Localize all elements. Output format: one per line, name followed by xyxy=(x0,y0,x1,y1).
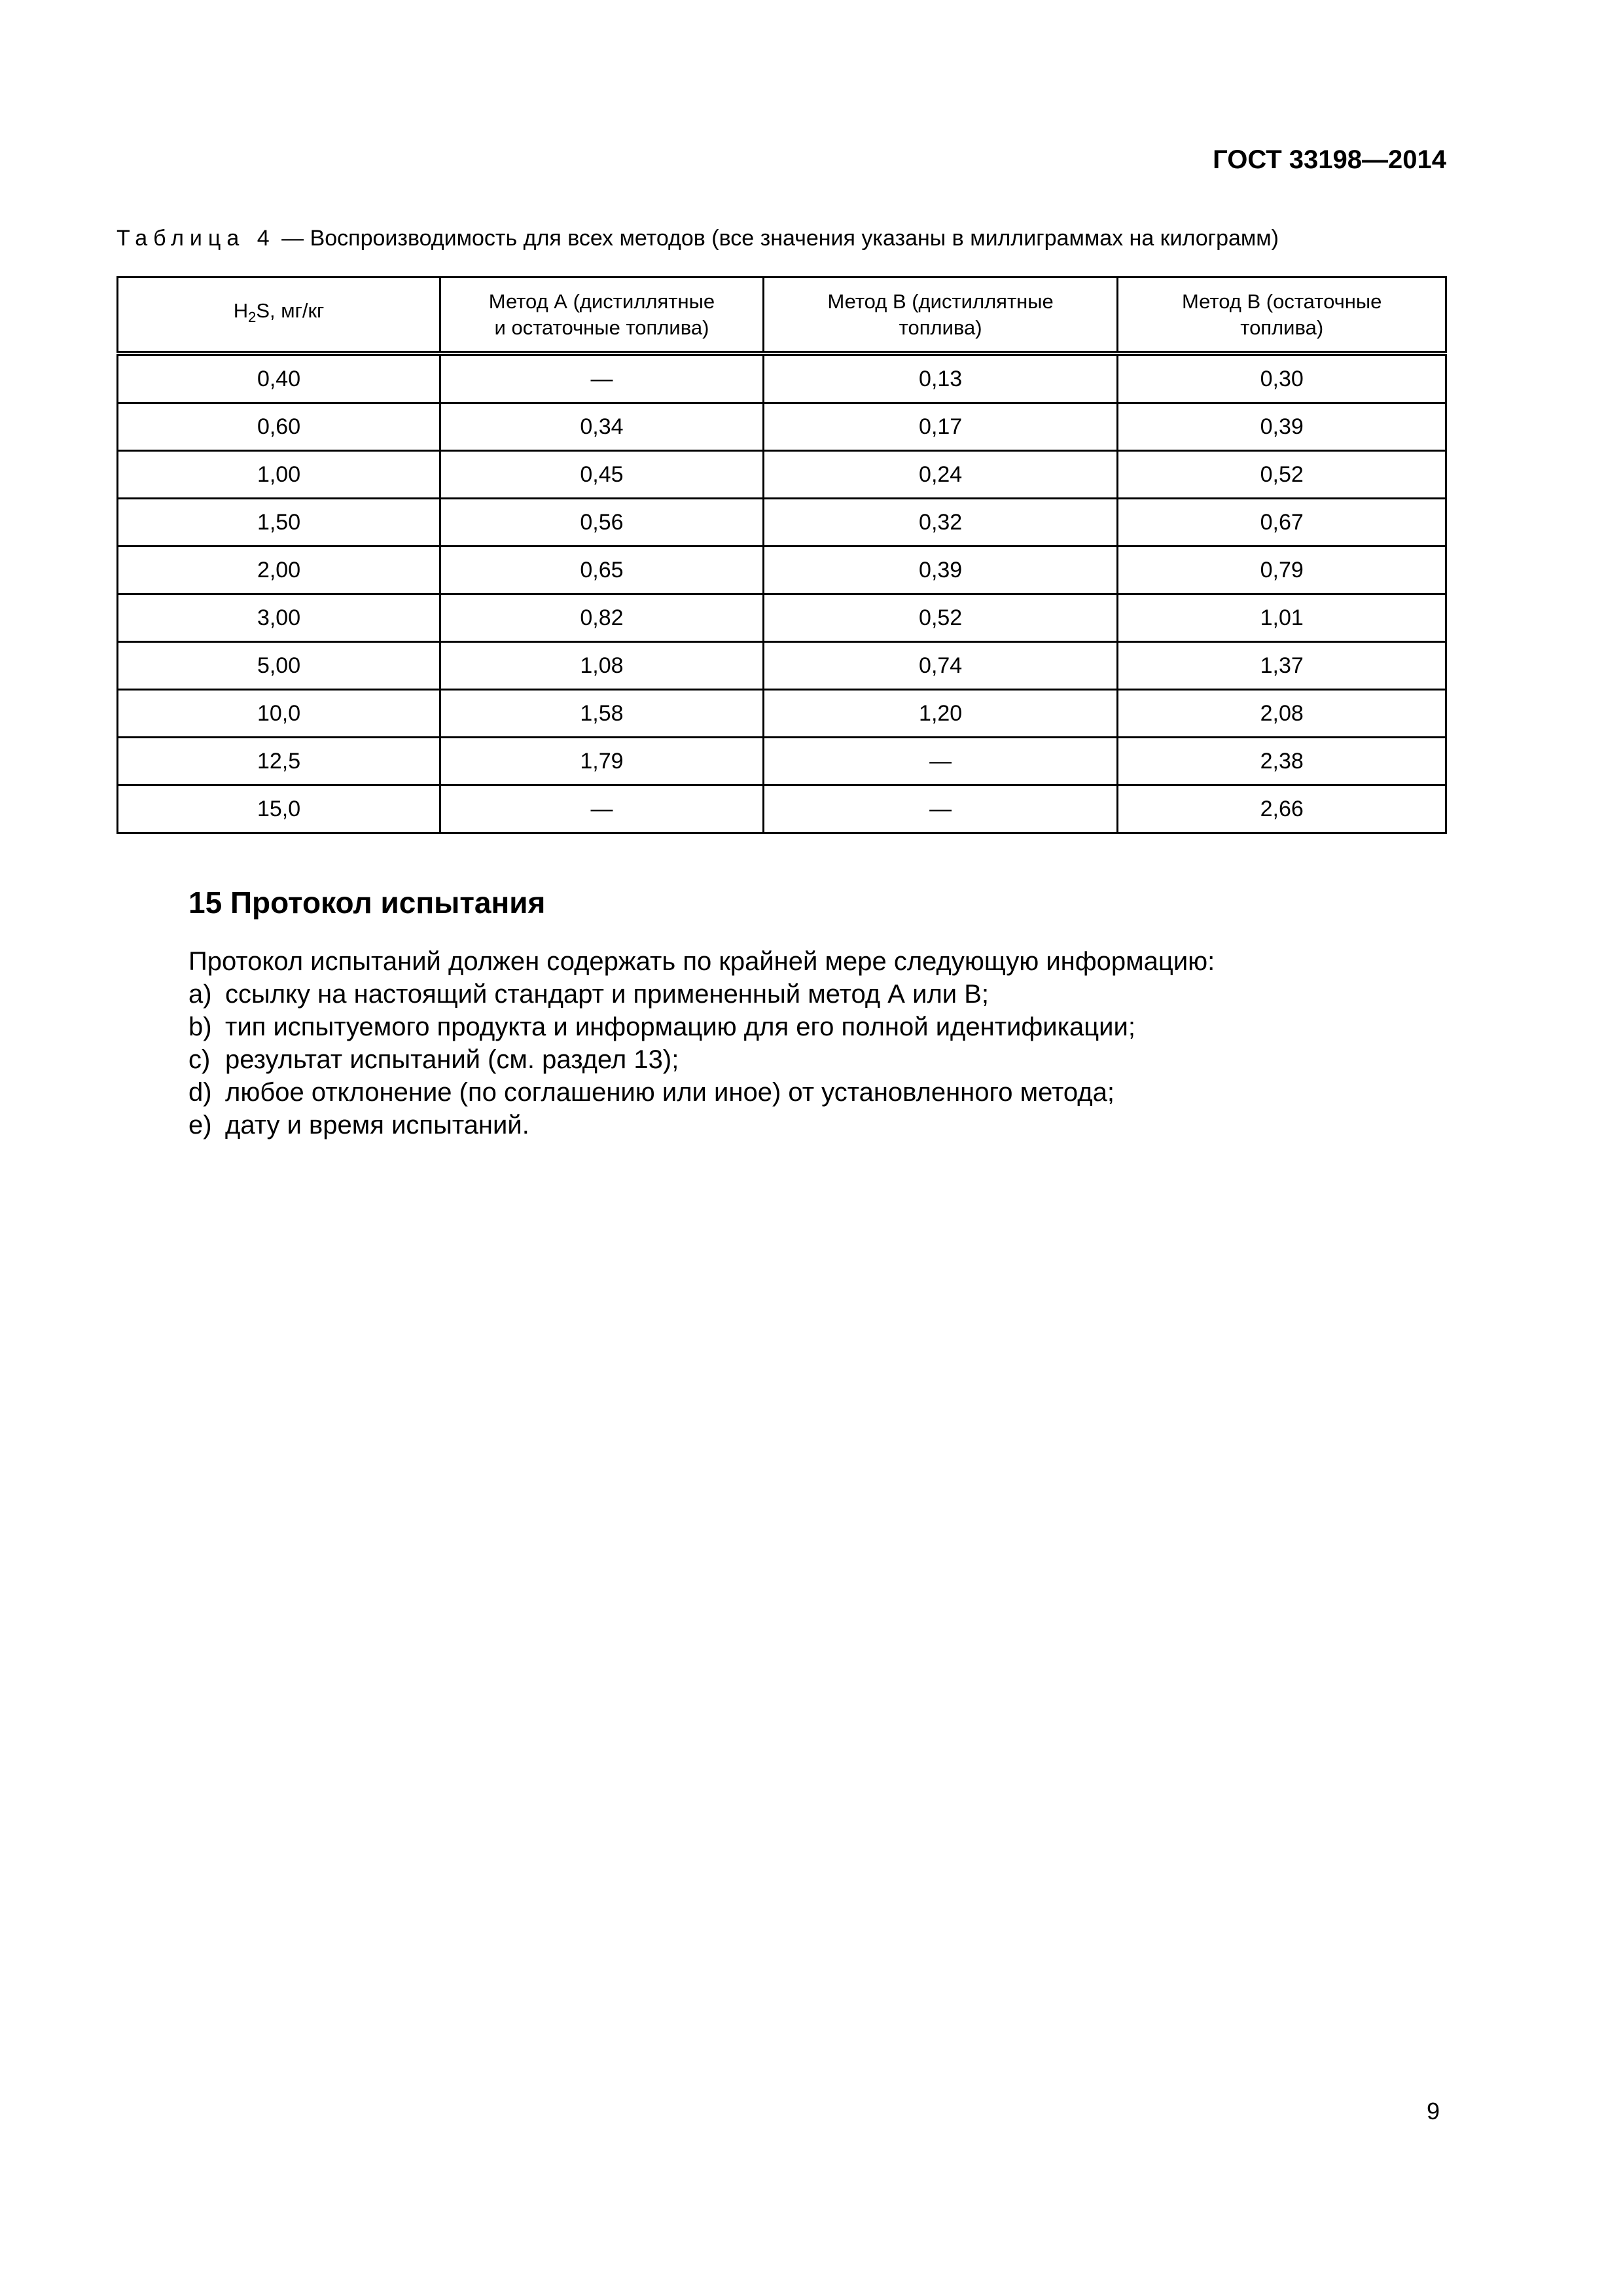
list-item xyxy=(188,978,1215,1011)
list-item-text: дату и время испытаний. xyxy=(225,1111,529,1139)
table-cell: 0,39 xyxy=(1118,403,1446,451)
table-cell: — xyxy=(440,353,764,403)
document-header: ГОСТ 33198—2014 xyxy=(1213,145,1446,174)
table-caption xyxy=(116,226,1279,251)
reproducibility-table xyxy=(116,276,1447,834)
table-cell: 2,38 xyxy=(1118,738,1446,785)
table-cell: 0,30 xyxy=(1118,353,1446,403)
table-cell: 0,40 xyxy=(118,353,440,403)
table-cell: 0,65 xyxy=(440,547,764,594)
table-cell: 2,66 xyxy=(1118,785,1446,833)
list-item-label: c) xyxy=(188,1045,211,1074)
table-cell: 0,34 xyxy=(440,403,764,451)
table-cell: 0,52 xyxy=(1118,451,1446,499)
list-item xyxy=(188,1043,1215,1076)
table-cell: 1,58 xyxy=(440,690,764,738)
table-header-row xyxy=(118,278,1446,354)
table-cell: 0,82 xyxy=(440,594,764,642)
section-intro: Протокол испытаний должен содержать по крайней мере следующую информацию: xyxy=(188,947,1215,976)
header-method-b-distillate: Метод В (дистиллятные топлива) xyxy=(763,278,1118,354)
header-method-a: Метод А (дистиллятные и остаточные топлива) xyxy=(440,278,764,354)
header-method-b-residual: Метод В (остаточные топлива) xyxy=(1118,278,1446,354)
table-cell: 0,17 xyxy=(763,403,1118,451)
table-cell: 0,45 xyxy=(440,451,764,499)
table-cell: 0,60 xyxy=(118,403,440,451)
list-item-text: результат испытаний (см. раздел 13); xyxy=(225,1045,679,1074)
list-item-label: b) xyxy=(188,1013,212,1041)
table-cell: 0,79 xyxy=(1118,547,1446,594)
list-item-label: a) xyxy=(188,980,212,1009)
table-cell: 1,01 xyxy=(1118,594,1446,642)
table-row xyxy=(118,547,1446,594)
table-cell: — xyxy=(763,785,1118,833)
section-title: 15 Протокол испытания xyxy=(188,886,546,920)
table-cell: 0,13 xyxy=(763,353,1118,403)
table-cell: 1,50 xyxy=(118,499,440,547)
table-row xyxy=(118,451,1446,499)
table-row xyxy=(118,499,1446,547)
requirements-list xyxy=(188,978,1215,1141)
table-caption-text: — Воспроизводимость для всех методов (все значения указаны в миллиграммах на килограмм) xyxy=(275,226,1279,251)
header-h2s: $H_2S$, мг/кг xyxy=(118,278,440,354)
table-row xyxy=(118,690,1446,738)
list-item xyxy=(188,1076,1215,1109)
table-row xyxy=(118,353,1446,403)
table-cell: 1,08 xyxy=(440,642,764,690)
table-cell: 5,00 xyxy=(118,642,440,690)
table-cell: 3,00 xyxy=(118,594,440,642)
table-cell: 1,79 xyxy=(440,738,764,785)
list-item-text: тип испытуемого продукта и информацию для его полной идентификации; xyxy=(225,1013,1135,1041)
table-cell: 1,20 xyxy=(763,690,1118,738)
table-cell: 0,56 xyxy=(440,499,764,547)
list-item-label: e) xyxy=(188,1111,212,1139)
table-row xyxy=(118,642,1446,690)
page-number: 9 xyxy=(1426,2098,1440,2125)
table-cell: 10,0 xyxy=(118,690,440,738)
table-cell: 0,67 xyxy=(1118,499,1446,547)
table-cell: 0,39 xyxy=(763,547,1118,594)
table-row xyxy=(118,594,1446,642)
table-cell: 12,5 xyxy=(118,738,440,785)
table-cell: 0,74 xyxy=(763,642,1118,690)
table-cell: 1,00 xyxy=(118,451,440,499)
table-cell: 2,00 xyxy=(118,547,440,594)
table-cell: 2,08 xyxy=(1118,690,1446,738)
table-cell: — xyxy=(763,738,1118,785)
list-item-text: любое отклонение (по соглашению или иное) от установленного метода; xyxy=(225,1078,1115,1107)
table-cell: 0,52 xyxy=(763,594,1118,642)
table-caption-prefix: Таблица 4 xyxy=(116,226,276,251)
list-item xyxy=(188,1109,1215,1141)
table-cell: 1,37 xyxy=(1118,642,1446,690)
list-item-text: ссылку на настоящий стандарт и примененный метод А или В; xyxy=(225,980,990,1009)
table-row xyxy=(118,785,1446,833)
table-cell: 0,24 xyxy=(763,451,1118,499)
list-item-label: d) xyxy=(188,1078,212,1107)
table-row xyxy=(118,738,1446,785)
table-cell: — xyxy=(440,785,764,833)
list-item xyxy=(188,1011,1215,1043)
table-cell: 15,0 xyxy=(118,785,440,833)
table-row xyxy=(118,403,1446,451)
section-body xyxy=(188,945,1215,1141)
table-cell: 0,32 xyxy=(763,499,1118,547)
